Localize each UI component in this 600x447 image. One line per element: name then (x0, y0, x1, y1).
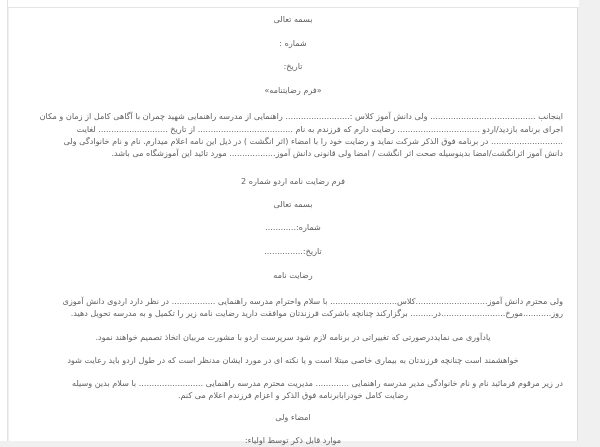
spacer (23, 401, 563, 412)
section2-signature-label: امضاء ولی (275, 412, 311, 423)
page-top-gutter (8, 0, 579, 8)
section2-footer-label: موارد قابل ذکر توسط اولیاء: (244, 434, 342, 445)
spacer (23, 210, 563, 222)
section2-consent-heading: رضایت نامه (273, 269, 313, 280)
section1-number-label: شماره : (279, 37, 307, 48)
section2-number-label: شماره:............ (265, 222, 321, 233)
spacer (23, 96, 563, 110)
spacer (23, 281, 563, 295)
section1-form-title: «فرم رضایتنامه» (264, 84, 322, 95)
spacer (23, 188, 563, 199)
spacer (23, 234, 563, 246)
section2-note-1: یادآوری می نمایددرصورتی که تغییراتی در برنامه لازم شود سرپرست اردو با مشورت مربیان اتخاذ تصمیم خواهند نمود. (95, 331, 491, 342)
section2-body-line-1: ولی محترم دانش آموز............................كلاس.......................... با سلام واحترام مدرسه راهنمایی ................. در نظر دارد اردوی دانش آموزی (62, 296, 563, 307)
spacer (23, 366, 563, 377)
section1-date-label: تاریخ: (283, 61, 303, 72)
document-page (9, 8, 578, 445)
section2-body-line-3: در زیر مرقوم فرمائید نام و نام خانوادگی مدیر مدرسه راهنمایی ............. مدیریت محترم مدرسه راهنمایی ......................... با سلام بدین وسیله (72, 377, 563, 388)
spacer (23, 26, 563, 38)
section2-body-line-2: روز...........مورخ.........................در......... برگزارکند چنانچه باشرکت فرزندتان موافقت دارید رضایت نامه زیر را تکمیل و به مدرسه تحویل دهید. (70, 308, 563, 319)
spacer (23, 159, 563, 176)
section1-body-line-3: ............................ در برنامه فوق الذکر شرکت نماید و رضایت خود را با امضاء (اثر انگشت ) در ذیل این نامه اعلام میدارم. نام و نام خانوادگی ولی (63, 135, 563, 146)
page-left-gutter (0, 0, 8, 441)
spacer (23, 49, 563, 61)
section2-body-line-4: رضایت کامل خودرابابرنامه فوق الذکر و اعزام فرزندم اعلام می کنم. (177, 390, 409, 401)
section2-date-label: تاریخ:............... (264, 245, 322, 256)
spacer (23, 320, 563, 331)
section1-body-line-2: اجرای برنامه بازدید/اردو ................................ رضایت دارم که فرزندم به نام ..................................... از تاریخ ........................... لغایت (76, 123, 563, 134)
section2-invocation: بسمه تعالی (273, 198, 313, 209)
section1-invocation: بسمه تعالی (273, 14, 313, 24)
section1-body-line-4: دانش آموز اثرانگشت/امضا بدینوسیله صحت اثر انگشت / امضا ولی قانونی دانش آموز.................. مورد تائید این آموزشگاه می باشد. (111, 147, 563, 158)
spacer (23, 258, 563, 270)
spacer (23, 424, 563, 435)
section2-title: فرم رضایت نامه اردو شماره 2 (241, 176, 345, 187)
section2-note-2: خواهشمند است چنانچه فرزندتان به بیماری خاصی مبتلا است و یا نکته ای در مورد ایشان مدنظر است که در طول اردو باید رعایت شود (67, 354, 519, 365)
spacer (23, 73, 563, 85)
spacer (23, 343, 563, 354)
section1-body-line-1: اینجانب ......................................... ولی دانش آموز کلاس :......................... راهنمایی از مدرسه راهنمایی شهید چمران با آگاهی کامل از زمان و مکان (39, 111, 563, 122)
